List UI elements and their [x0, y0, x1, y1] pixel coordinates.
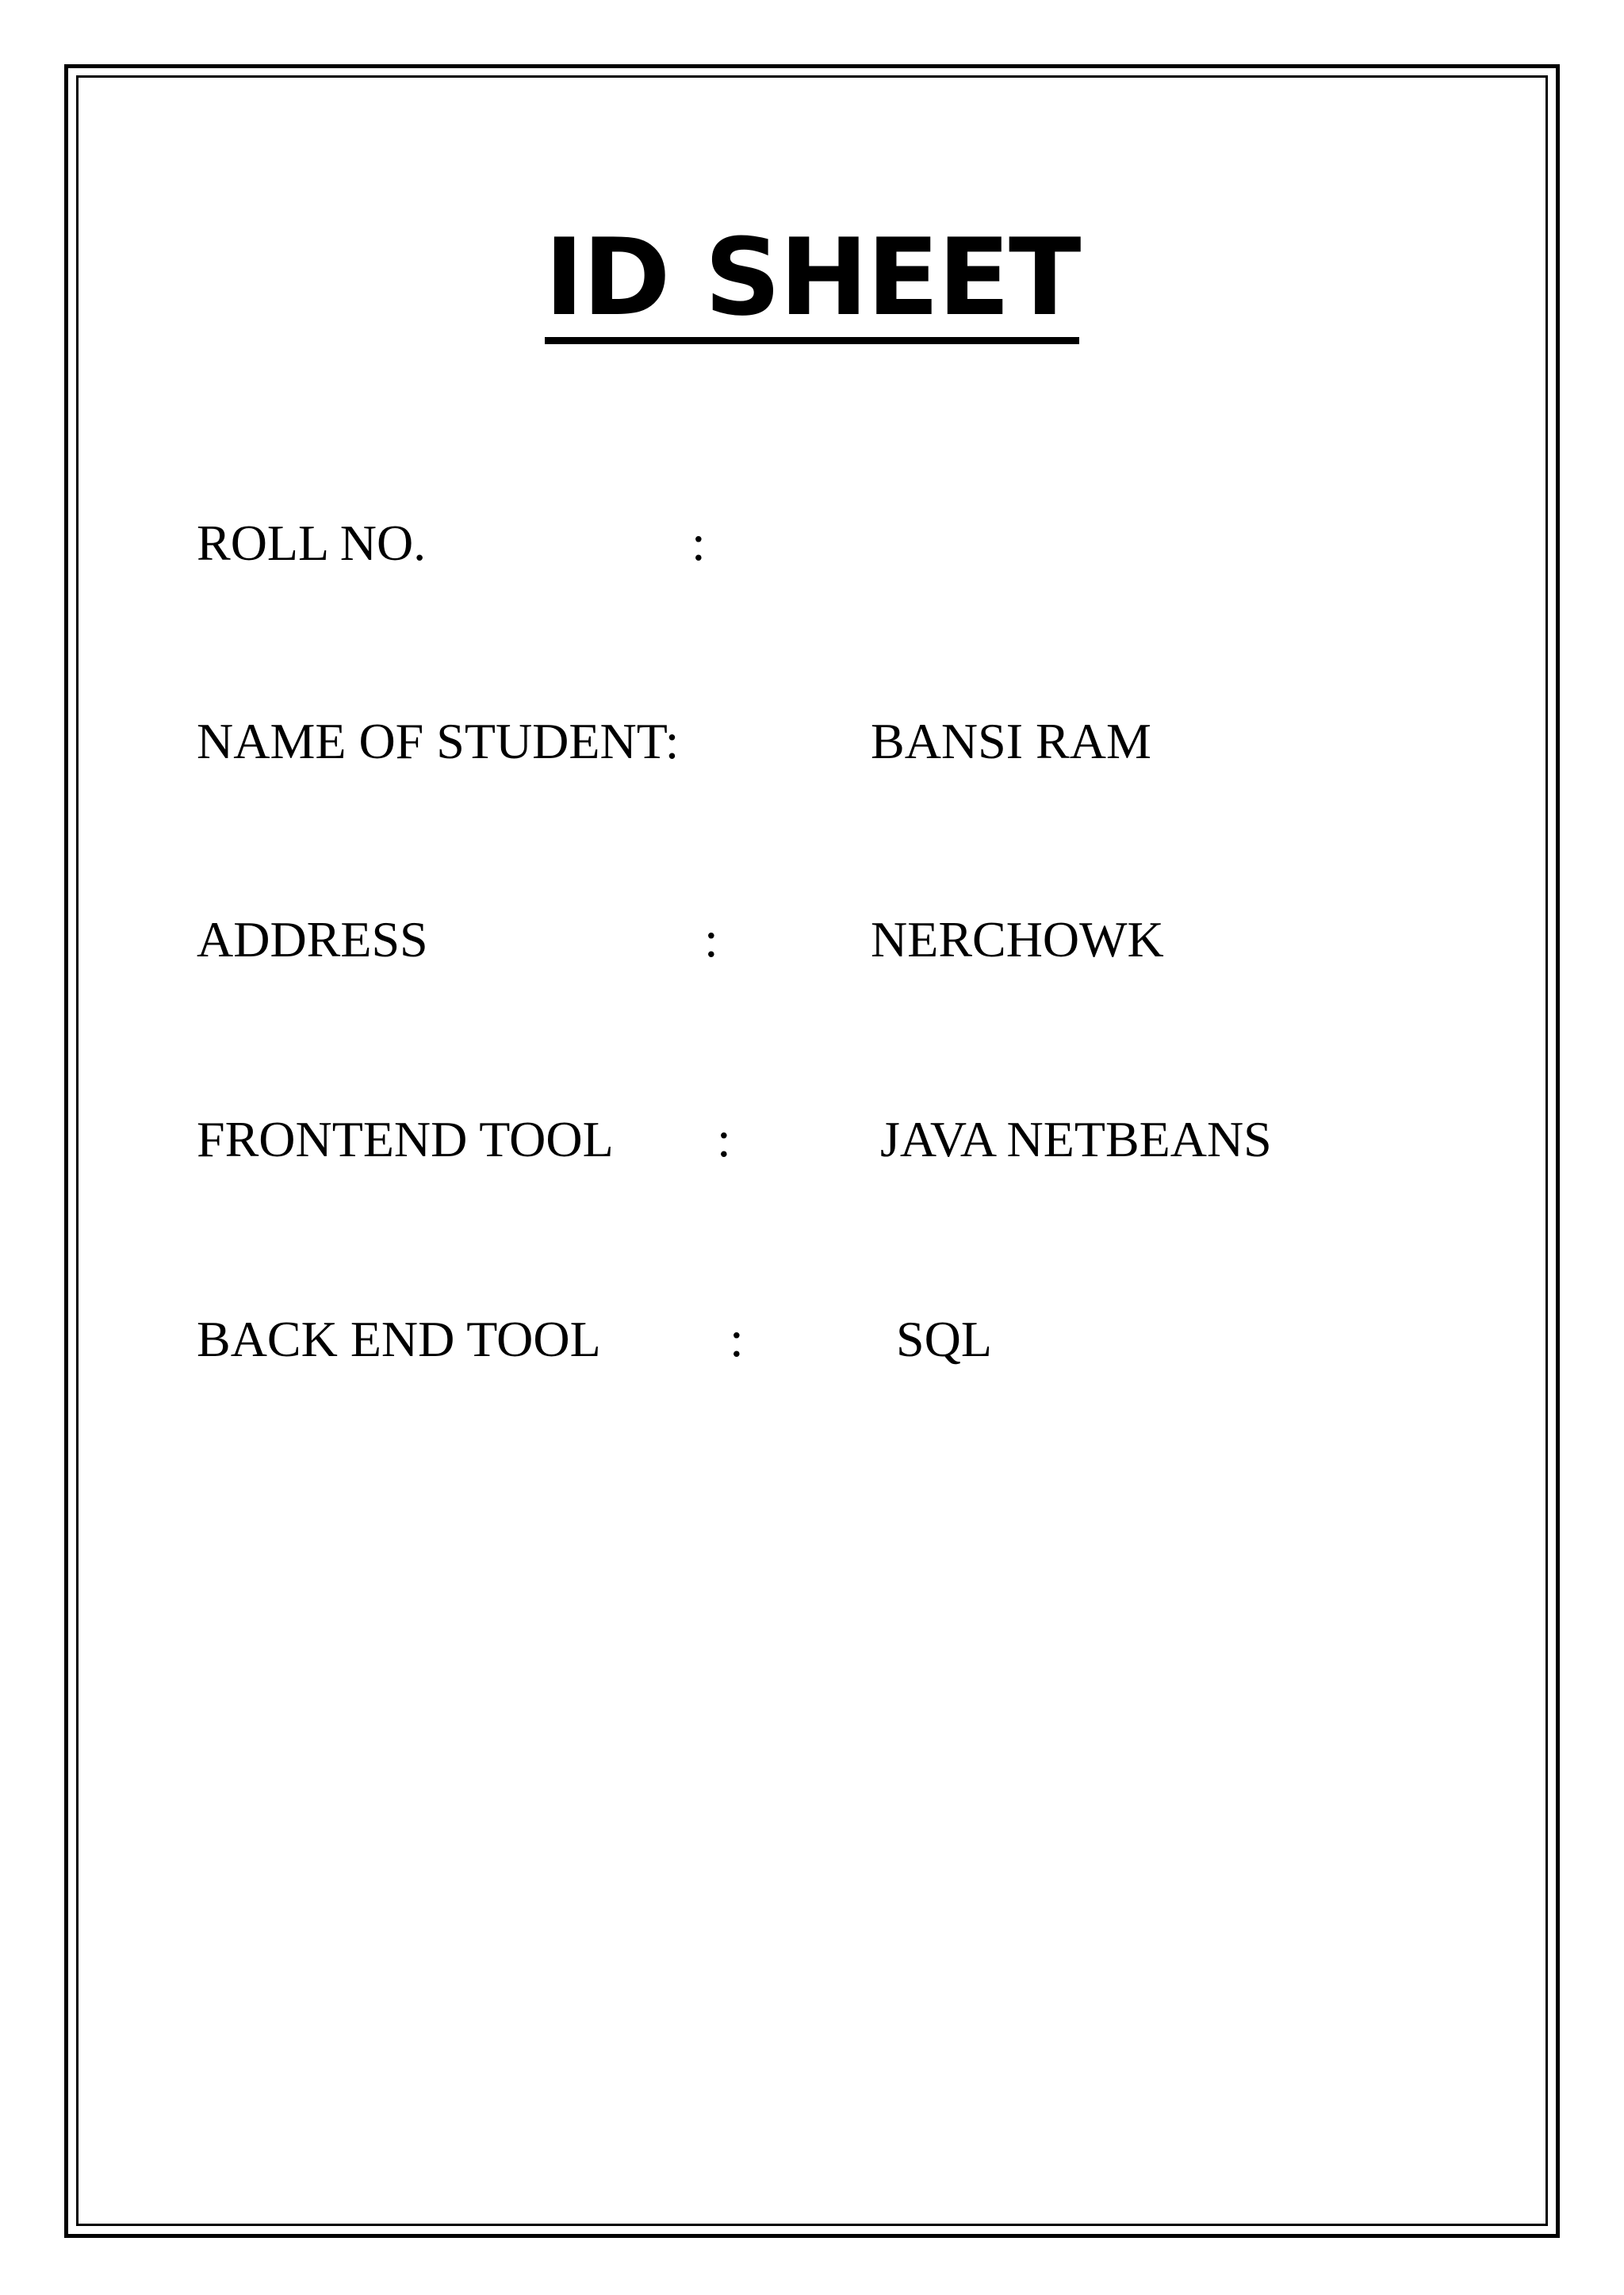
field-label: ADDRESS	[197, 911, 428, 967]
field-label: ROLL NO.	[197, 515, 427, 571]
field-frontend-tool	[0, 1104, 1624, 1175]
field-value: JAVA NETBEANS	[880, 1111, 1272, 1167]
field-back-end-tool	[0, 1304, 1624, 1375]
field-colon: :	[717, 1111, 731, 1167]
field-roll-no	[0, 508, 1624, 579]
field-label: BACK END TOOL	[197, 1311, 601, 1367]
page-title	[0, 210, 1624, 345]
page-title-text: ID SHEET	[545, 218, 1080, 344]
field-address	[0, 904, 1624, 975]
field-colon: :	[730, 1311, 744, 1367]
field-label: NAME OF STUDENT:	[197, 713, 680, 769]
field-colon: :	[704, 911, 718, 967]
field-value: NERCHOWK	[871, 911, 1164, 967]
field-label: FRONTEND TOOL	[197, 1111, 614, 1167]
field-colon: :	[691, 515, 706, 571]
field-value: SQL	[896, 1311, 992, 1367]
field-value: BANSI RAM	[871, 713, 1151, 769]
field-name-of-student	[0, 706, 1624, 777]
